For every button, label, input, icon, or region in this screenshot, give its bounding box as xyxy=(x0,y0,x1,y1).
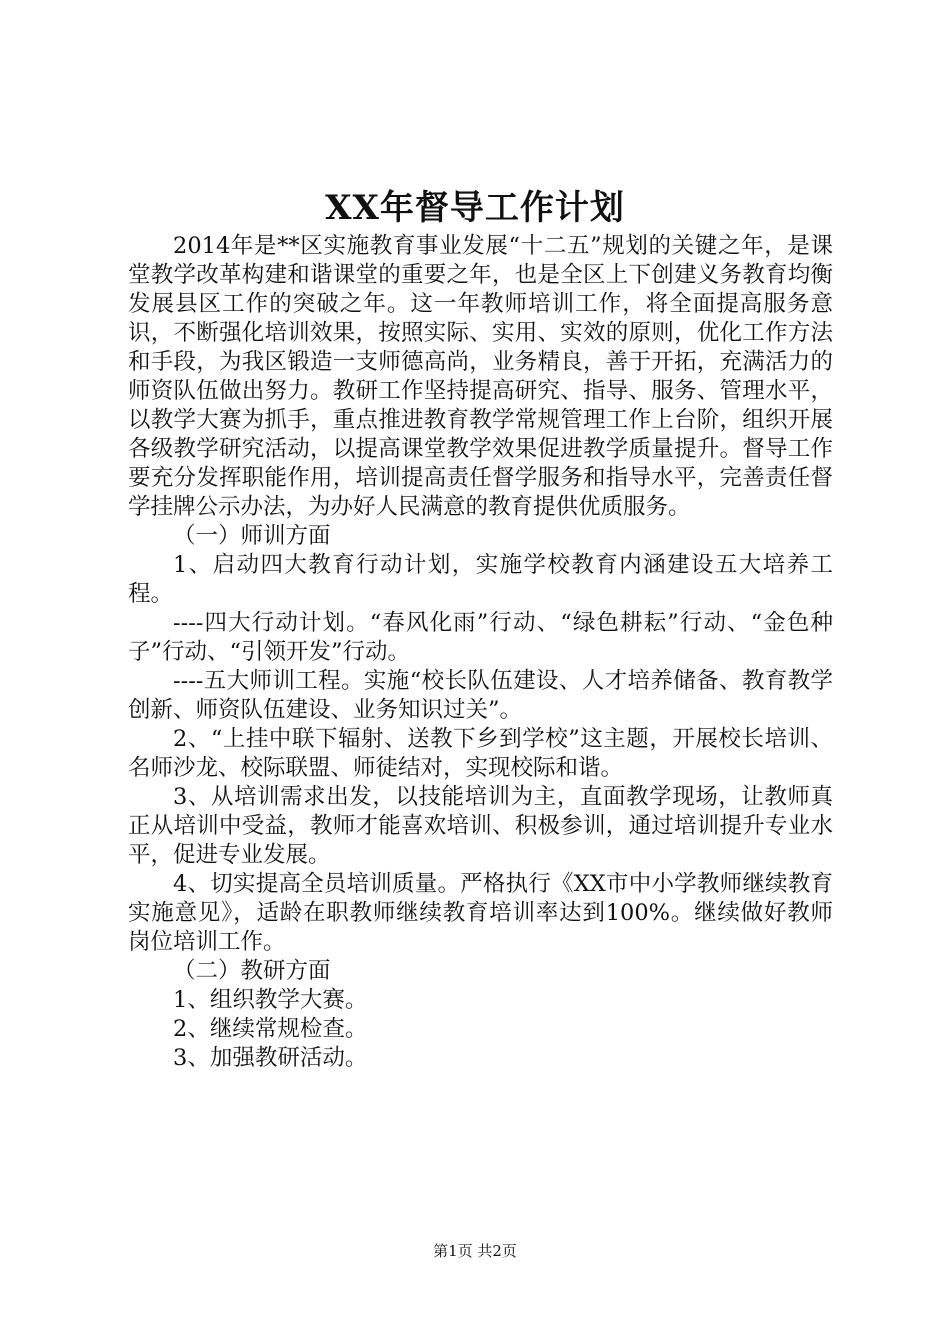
list-item: 3、从培训需求出发，以技能培训为主，直面教学现场，让教师真正从培训中受益，教师才能喜欢培训、积极参训，通过培训提升专业水平，促进专业发展。 xyxy=(128,784,833,868)
list-item: 3、加强教研活动。 xyxy=(173,1045,368,1071)
document-body xyxy=(128,232,833,1073)
document-title: XX年督导工作计划 xyxy=(325,188,625,228)
list-item: 2、继续常规检查。 xyxy=(173,1016,368,1042)
list-item: 1、组织教学大赛。 xyxy=(173,987,368,1013)
page-footer: 第1页 共2页 xyxy=(433,1242,517,1260)
list-item: 4、切实提高全员培训质量。严格执行《XX市中小学教师继续教育实施意见》，适龄在职教师继续教育培训率达到100%。继续做好教师岗位培训工作。 xyxy=(128,871,833,955)
list-item: ----四大行动计划。“春风化雨”行动、“绿色耕耘”行动、“金色种子”行动、“引领开发”行动。 xyxy=(128,610,833,665)
list-item: ----五大师训工程。实施“校长队伍建设、人才培养储备、教育教学创新、师资队伍建设、业务知识过关”。 xyxy=(128,668,833,723)
section-heading-teaching-research: （二）教研方面 xyxy=(173,958,331,984)
section-heading-teacher-training: （一）师训方面 xyxy=(173,523,331,549)
list-item: 2、“上挂中联下辐射、送教下乡到学校”这主题，开展校长培训、名师沙龙、校际联盟、师徒结对，实现校际和谐。 xyxy=(128,726,833,781)
list-item: 1、启动四大教育行动计划，实施学校教育内涵建设五大培养工程。 xyxy=(128,552,833,607)
intro-paragraph: 2014年是**区实施教育事业发展“十二五”规划的关键之年，是课堂教学改革构建和谐课堂的重要之年，也是全区上下创建义务教育均衡发展县区工作的突破之年。这一年教师培训工作，将全面提高服务意识，不断强化培训效果，按照实际、实用、实效的原则，优化工作方法和手段，为我区锻造一支师德高尚，业务精良，善于开拓，充满活力的师资队伍做出努力。教研工作坚持提高研究、指导、服务、管理水平，以教学大赛为抓手，重点推进教育教学常规管理工作上台阶，组织开展各级教学研究活动，以提高课堂教学效果促进教学质量提升。督导工作要充分发挥职能作用，培训提高责任督学服务和指导水平，完善责任督学挂牌公示办法，为办好人民满意的教育提供优质服务。 xyxy=(128,233,833,520)
